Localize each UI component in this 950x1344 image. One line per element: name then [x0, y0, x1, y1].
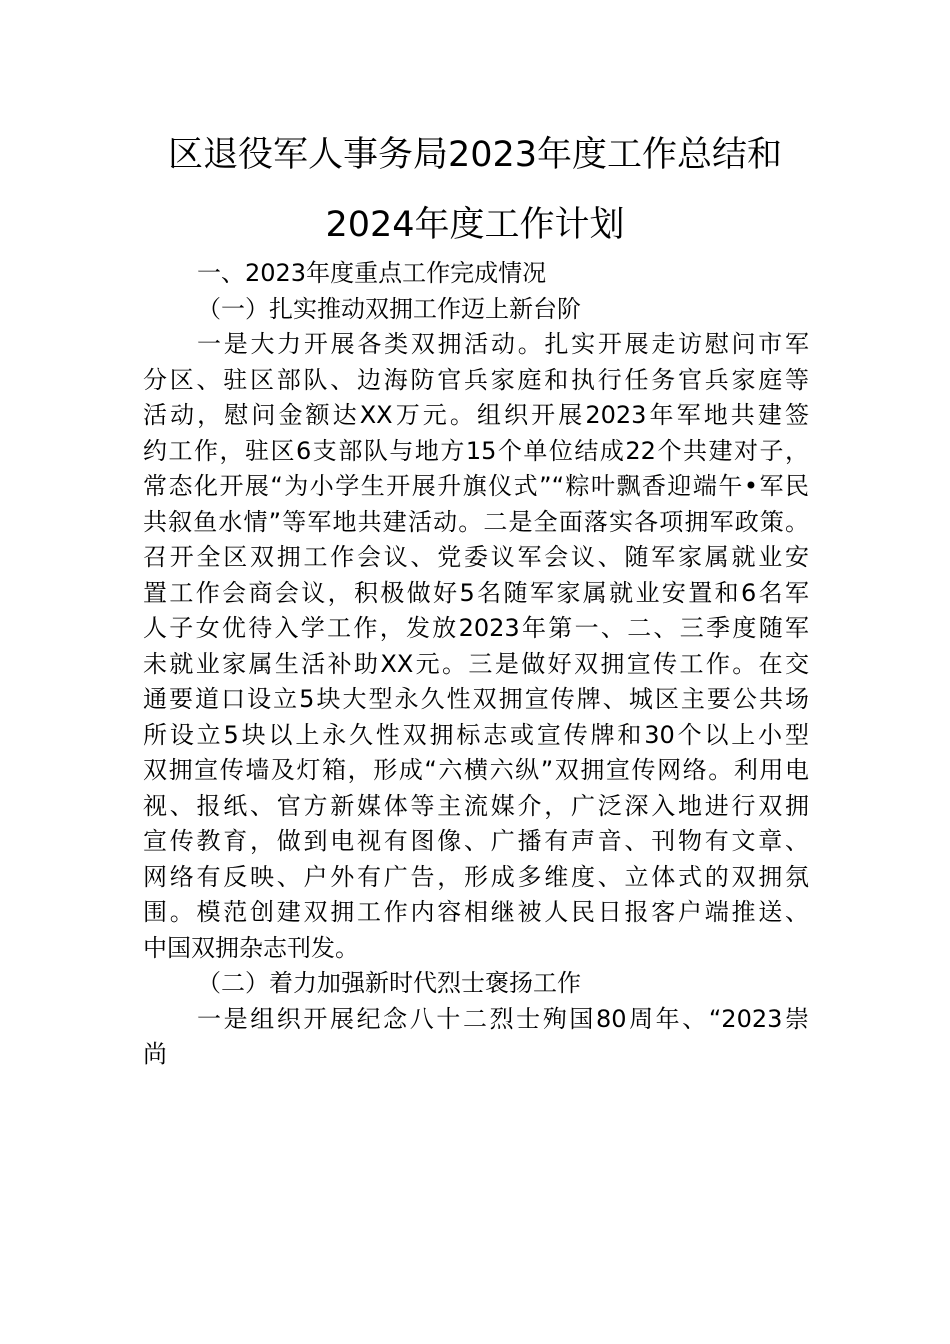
- paragraph-line: 网络有反映、户外有广告，形成多维度、立体式的双拥氛: [143, 862, 809, 891]
- paragraph-line: 视、报纸、官方新媒体等主流媒介，广泛深入地进行双拥: [143, 791, 809, 820]
- paragraph-line: 约工作，驻区6支部队与地方15个单位结成22个共建对子，: [143, 436, 809, 465]
- paragraph-line: 围。模范创建双拥工作内容相继被人民日报客户端推送、: [143, 898, 809, 926]
- paragraph-line: 召开全区双拥工作会议、党委议军会议、随军家属就业安: [143, 543, 809, 571]
- paragraph-line: 尚: [143, 1040, 167, 1068]
- document-body: [143, 256, 809, 1073]
- paragraph-line: 一是大力开展各类双拥活动。扎实开展走访慰问市军: [197, 330, 809, 358]
- subsection-heading: （一）扎实推动双拥工作迈上新台阶: [197, 294, 581, 323]
- paragraph-line: 一是组织开展纪念八十二烈士殉国80周年、“2023崇: [197, 1004, 809, 1033]
- paragraph-line: 通要道口设立5块大型永久性双拥宣传牌、城区主要公共场: [143, 685, 809, 713]
- document-title-line-1: 区退役军人事务局2023年度工作总结和: [167, 135, 783, 175]
- paragraph-line: 双拥宣传墙及灯箱，形成“六横六纵”双拥宣传网络。利用电: [143, 756, 809, 784]
- paragraph-line: 所设立5块以上永久性双拥标志或宣传牌和30个以上小型: [143, 720, 809, 749]
- paragraph-line: 宣传教育，做到电视有图像、广播有声音、刊物有文章、: [143, 827, 809, 855]
- paragraph-line: 共叙鱼水情”等军地共建活动。二是全面落实各项拥军政策。: [143, 507, 809, 536]
- subsection-heading: （二）着力加强新时代烈士褒扬工作: [197, 969, 581, 997]
- paragraph-line: 中国双拥杂志刊发。: [143, 933, 359, 962]
- paragraph-line: 置工作会商会议，积极做好5名随军家属就业安置和6名军: [143, 578, 809, 607]
- paragraph-line: 活动，慰问金额达XX万元。组织开展2023年军地共建签: [143, 401, 809, 429]
- paragraph-line: 人子女优待入学工作，发放2023年第一、二、三季度随军: [143, 614, 809, 642]
- paragraph-line: 未就业家属生活补助XX元。三是做好双拥宣传工作。在交: [143, 649, 809, 678]
- paragraph-line: 分区、驻区部队、边海防官兵家庭和执行任务官兵家庭等: [143, 365, 809, 394]
- document-title-line-2: 2024年度工作计划: [325, 205, 625, 245]
- paragraph-line: 常态化开展“为小学生开展升旗仪式”“粽叶飘香迎端午•军民: [143, 472, 809, 500]
- section-heading: 一、2023年度重点工作完成情况: [197, 259, 547, 287]
